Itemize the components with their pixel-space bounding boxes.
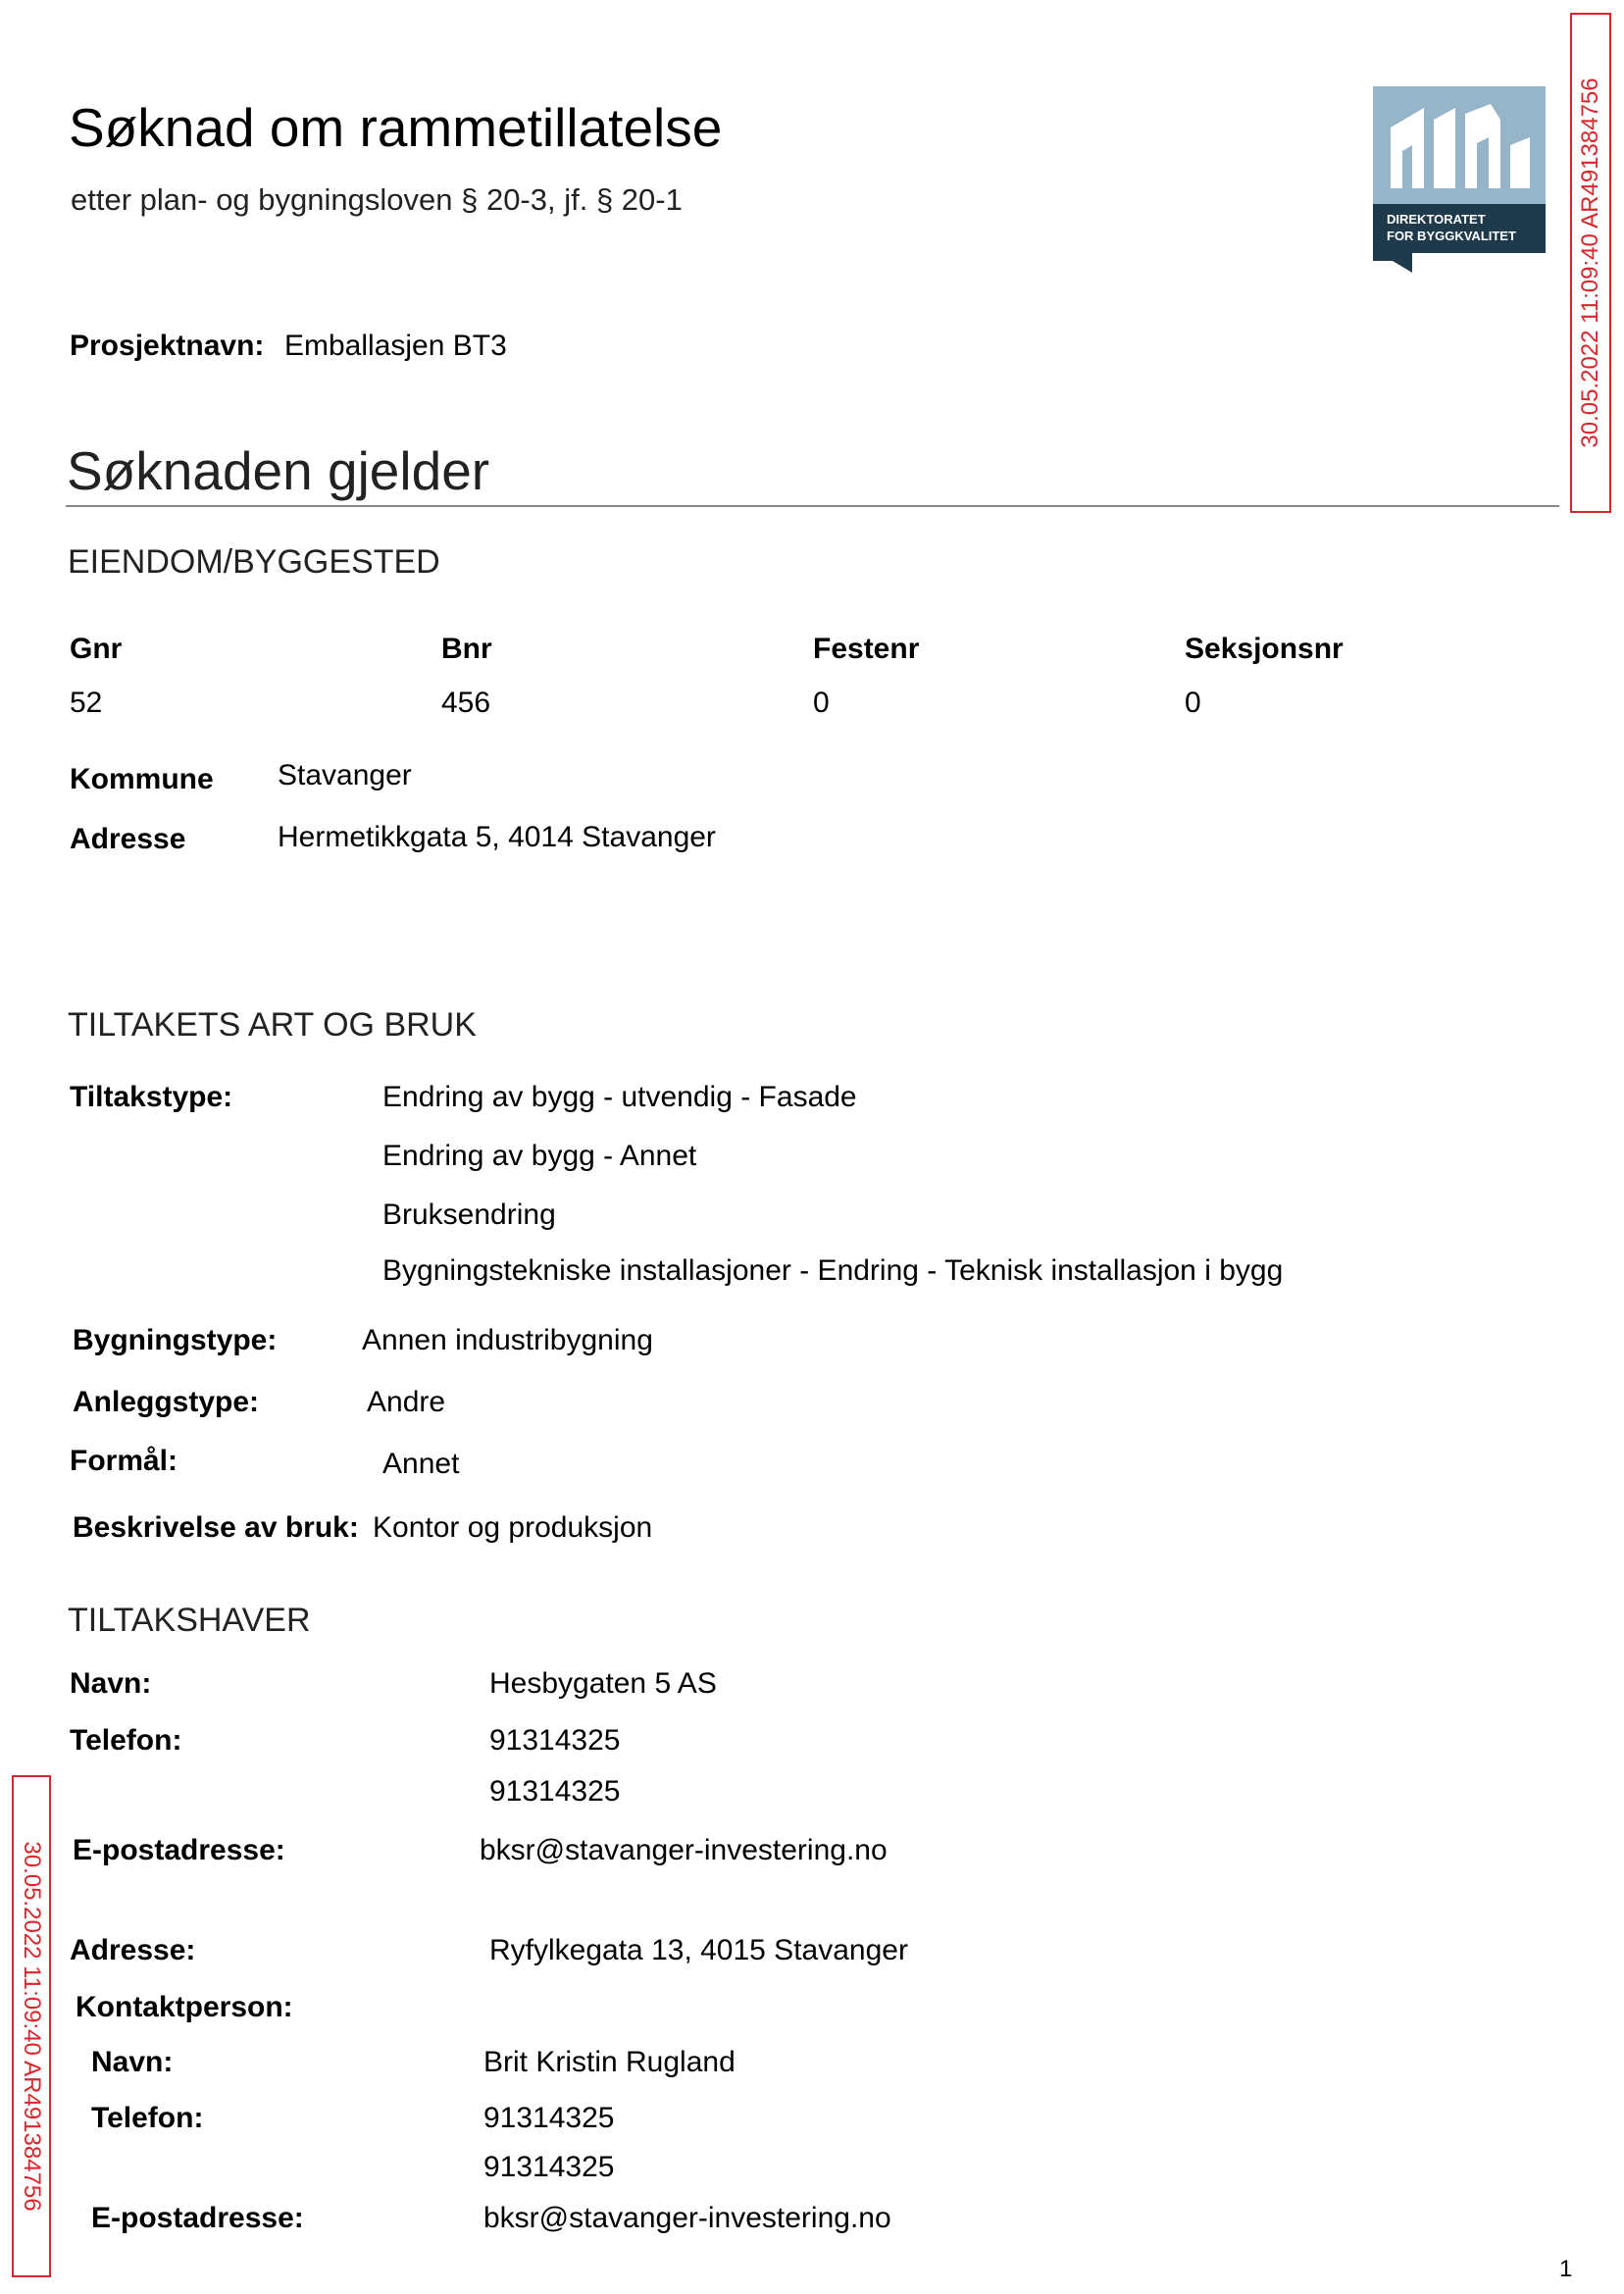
page-number: 1: [1559, 2256, 1573, 2282]
logo-line-1: DIREKTORATET: [1387, 212, 1486, 227]
stamp-right: [1570, 13, 1611, 513]
tiltakstype-item: Endring av bygg - utvendig - Fasade: [382, 1081, 857, 1113]
gnr-label: Gnr: [70, 633, 123, 665]
kontakt-navn-value: Brit Kristin Rugland: [483, 2046, 736, 2078]
tiltakstype-item: Endring av bygg - Annet: [382, 1140, 697, 1172]
stamp-left-text: 30.05.2022 11:09:40 AR491384756: [19, 1841, 45, 2212]
beskrivelse-value: Kontor og produksjon: [373, 1511, 653, 1544]
tiltakshaver-navn-label: Navn:: [70, 1667, 152, 1700]
tiltakstype-label: Tiltakstype:: [70, 1081, 233, 1113]
stamp-right-text: 30.05.2022 11:09:40 AR491384756: [1577, 77, 1603, 448]
section-divider: [66, 505, 1559, 507]
tiltakshaver-adresse-value: Ryfylkegata 13, 4015 Stavanger: [489, 1934, 908, 1966]
kommune-label: Kommune: [70, 763, 214, 795]
bygningstype-value: Annen industribygning: [362, 1324, 653, 1356]
logo-line-2: FOR BYGGKVALITET: [1387, 229, 1516, 243]
tiltakstype-item: Bygningstekniske installasjoner - Endring - Teknisk installasjon i bygg: [382, 1254, 1284, 1287]
tiltak-heading: TILTAKETS ART OG BRUK: [68, 1006, 477, 1044]
kontaktperson-label: Kontaktperson:: [76, 1991, 293, 2023]
bnr-value: 456: [441, 687, 491, 719]
tiltakshaver-navn-value: Hesbygaten 5 AS: [489, 1667, 717, 1700]
anleggstype-value: Andre: [367, 1386, 446, 1418]
kontakt-epost-value: bksr@stavanger-investering.no: [483, 2202, 891, 2234]
project-value: Emballasjen BT3: [284, 330, 507, 362]
dibk-logo-icon: [1373, 86, 1546, 273]
gnr-value: 52: [70, 687, 103, 719]
bnr-label: Bnr: [441, 633, 492, 665]
seksjonsnr-label: Seksjonsnr: [1185, 633, 1344, 665]
kontakt-telefon-label: Telefon:: [91, 2102, 204, 2134]
document-subtitle: etter plan- og bygningsloven § 20-3, jf. § 20-1: [71, 182, 683, 217]
tiltakshaver-epost-value: bksr@stavanger-investering.no: [480, 1834, 888, 1866]
seksjonsnr-value: 0: [1185, 687, 1201, 719]
tiltakshaver-telefon-value: 91314325: [489, 1724, 621, 1757]
project-label: Prosjektnavn:: [70, 330, 265, 362]
tiltakshaver-heading: TILTAKSHAVER: [68, 1602, 311, 1639]
kontakt-telefon-value: 91314325: [483, 2102, 615, 2134]
tiltakshaver-telefon-value: 91314325: [489, 1775, 621, 1808]
kontakt-telefon-value: 91314325: [483, 2151, 615, 2183]
formal-value: Annet: [382, 1448, 460, 1480]
formal-label: Formål:: [70, 1445, 178, 1477]
festenr-label: Festenr: [813, 633, 920, 665]
beskrivelse-label: Beskrivelse av bruk:: [73, 1511, 359, 1544]
bygningstype-label: Bygningstype:: [73, 1324, 278, 1356]
stamp-left: [12, 1775, 51, 2277]
tiltakshaver-epost-label: E-postadresse:: [73, 1834, 285, 1866]
kontakt-epost-label: E-postadresse:: [91, 2202, 304, 2234]
property-heading: EIENDOM/BYGGESTED: [68, 543, 440, 581]
tiltakshaver-adresse-label: Adresse:: [70, 1934, 196, 1966]
tiltakstype-item: Bruksendring: [382, 1198, 556, 1231]
dibk-logo: [1373, 86, 1546, 273]
adresse-value: Hermetikkgata 5, 4014 Stavanger: [278, 821, 716, 853]
kommune-value: Stavanger: [278, 759, 412, 791]
anleggstype-label: Anleggstype:: [73, 1386, 260, 1418]
adresse-label: Adresse: [70, 823, 186, 855]
kontakt-navn-label: Navn:: [91, 2046, 174, 2078]
festenr-value: 0: [813, 687, 830, 719]
tiltakshaver-telefon-label: Telefon:: [70, 1724, 182, 1757]
section-title: Søknaden gjelder: [67, 440, 490, 501]
document-title: Søknad om rammetillatelse: [69, 97, 723, 158]
